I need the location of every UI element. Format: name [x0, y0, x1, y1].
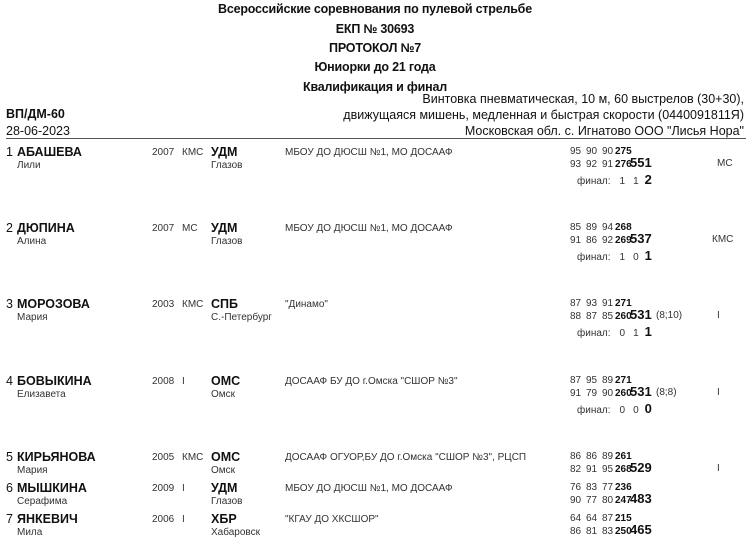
- city: С.-Петербург: [211, 312, 272, 323]
- shot-series: 95: [586, 375, 598, 386]
- final-label: финал:: [577, 405, 611, 416]
- tiebreak: (8;10): [656, 310, 683, 321]
- shot-series: 87: [570, 375, 582, 386]
- shot-series: 85: [602, 311, 614, 322]
- shot-series: 90: [602, 146, 614, 157]
- club: МБОУ ДО ДЮСШ №1, МО ДОСААФ: [285, 147, 453, 158]
- club: ДОСААФ БУ ДО г.Омска "СШОР №3": [285, 376, 458, 387]
- sport-rank: I: [182, 483, 185, 494]
- firstname: Мила: [17, 527, 43, 538]
- sport-rank: МС: [182, 223, 198, 234]
- club: "Динамо": [285, 299, 328, 310]
- subtotal: 260: [615, 311, 632, 322]
- subtotal: 271: [615, 298, 632, 309]
- shot-series: 92: [586, 159, 598, 170]
- shot-series: 82: [570, 464, 582, 475]
- series-1: [570, 298, 632, 309]
- sport-rank: I: [182, 514, 185, 525]
- firstname: Елизавета: [17, 389, 66, 400]
- subtotal: 276: [615, 159, 632, 170]
- final-label: финал:: [577, 328, 611, 339]
- shot-series: 86: [570, 451, 582, 462]
- final-scores: [577, 172, 652, 187]
- final-score: 1: [619, 252, 626, 263]
- shot-series: 76: [570, 482, 582, 493]
- firstname: Мария: [17, 465, 48, 476]
- competition-title: Всероссийские соревнования по пулевой стрельбе: [218, 2, 532, 16]
- final-label: финал:: [577, 176, 611, 187]
- total-score: 531: [630, 384, 652, 399]
- total-score: 483: [630, 491, 652, 506]
- subtotal: 268: [615, 222, 632, 233]
- header-divider: [6, 138, 746, 139]
- final-scores: [577, 324, 652, 339]
- shot-series: 92: [602, 235, 614, 246]
- sport-rank: КМС: [182, 147, 204, 158]
- series-1: [570, 451, 632, 462]
- final-score: 1: [633, 328, 639, 339]
- series-1: [570, 146, 632, 157]
- sport-rank: КМС: [182, 452, 204, 463]
- shot-series: 79: [586, 388, 598, 399]
- shot-series: 81: [586, 526, 598, 537]
- qualification-rank: МС: [717, 158, 733, 169]
- firstname: Алина: [17, 236, 47, 247]
- shot-series: 86: [586, 451, 598, 462]
- surname: МОРОЗОВА: [17, 297, 90, 311]
- place: 6: [6, 481, 13, 495]
- event-description: [343, 91, 744, 139]
- description-line: движущаяся мишень, медленная и быстрая скорости (0440091811Я): [343, 108, 744, 122]
- place: 3: [6, 297, 13, 311]
- shot-series: 83: [586, 482, 598, 493]
- subtotal: 271: [615, 375, 632, 386]
- shot-series: 90: [602, 388, 614, 399]
- shot-series: 93: [570, 159, 582, 170]
- surname: ДЮПИНА: [17, 221, 75, 235]
- final-scores: [577, 401, 652, 416]
- series-2: [570, 388, 632, 399]
- place: 2: [6, 221, 13, 235]
- surname: ЯНКЕВИЧ: [17, 512, 78, 526]
- region: УДМ: [211, 481, 238, 495]
- shot-series: 77: [602, 482, 614, 493]
- subtotal: 261: [615, 451, 632, 462]
- birth-year: 2008: [152, 376, 175, 387]
- region: ОМС: [211, 450, 241, 464]
- shot-series: 89: [586, 222, 598, 233]
- series-2: [570, 311, 632, 322]
- place: 5: [6, 450, 13, 464]
- subtotal: 268: [615, 464, 632, 475]
- birth-year: 2007: [152, 147, 175, 158]
- shot-series: 86: [570, 526, 582, 537]
- shot-series: 80: [602, 495, 614, 506]
- city: Глазов: [211, 236, 243, 247]
- final-score: 1: [633, 176, 639, 187]
- subtotal: 275: [615, 146, 632, 157]
- club: МБОУ ДО ДЮСШ №1, МО ДОСААФ: [285, 223, 453, 234]
- firstname: Лили: [17, 160, 41, 171]
- tiebreak: (8;8): [656, 387, 677, 398]
- final-total: 1: [644, 324, 652, 339]
- shot-series: 91: [602, 159, 614, 170]
- subtotal: 269: [615, 235, 632, 246]
- series-1: [570, 222, 632, 233]
- final-scores: [577, 248, 652, 263]
- shot-series: 91: [602, 298, 614, 309]
- final-score: 0: [619, 328, 626, 339]
- series-1: [570, 482, 632, 493]
- series-2: [570, 526, 632, 537]
- final-total: 1: [644, 248, 652, 263]
- stage-title: Квалификация и финал: [303, 80, 447, 94]
- birth-year: 2007: [152, 223, 175, 234]
- protocol-number: ПРОТОКОЛ №7: [329, 41, 421, 55]
- surname: МЫШКИНА: [17, 481, 87, 495]
- shot-series: 86: [586, 235, 598, 246]
- birth-year: 2003: [152, 299, 175, 310]
- shot-series: 87: [586, 311, 598, 322]
- city: Омск: [211, 389, 236, 400]
- club: МБОУ ДО ДЮСШ №1, МО ДОСААФ: [285, 483, 453, 494]
- subtotal: 250: [615, 526, 632, 537]
- qualification-rank: КМС: [712, 234, 734, 245]
- shot-series: 87: [602, 513, 614, 524]
- shot-series: 90: [586, 146, 598, 157]
- sport-rank: I: [182, 376, 185, 387]
- shot-series: 77: [586, 495, 598, 506]
- subtotal: 247: [615, 495, 632, 506]
- region: УДМ: [211, 145, 238, 159]
- subtotal: 215: [615, 513, 632, 524]
- series-2: [570, 464, 632, 475]
- total-score: 551: [630, 155, 652, 170]
- place: 4: [6, 374, 13, 388]
- place: 7: [6, 512, 13, 526]
- region: ОМС: [211, 374, 241, 388]
- series-2: [570, 235, 632, 246]
- total-score: 465: [630, 522, 652, 537]
- city: Хабаровск: [211, 527, 260, 538]
- qualification-rank: I: [717, 387, 720, 398]
- surname: КИРЬЯНОВА: [17, 450, 96, 464]
- firstname: Мария: [17, 312, 48, 323]
- shot-series: 91: [570, 235, 582, 246]
- subtotal: 236: [615, 482, 632, 493]
- shot-series: 89: [602, 375, 614, 386]
- shot-series: 64: [586, 513, 598, 524]
- subtotal: 260: [615, 388, 632, 399]
- birth-year: 2009: [152, 483, 175, 494]
- surname: АБАШЕВА: [17, 145, 82, 159]
- place: 1: [6, 145, 13, 159]
- city: Глазов: [211, 160, 243, 171]
- total-score: 529: [630, 460, 652, 475]
- qualification-rank: I: [717, 310, 720, 321]
- club: ДОСААФ ОГУОР,БУ ДО г.Омска "СШОР №3", РЦСП: [285, 452, 527, 463]
- shot-series: 90: [570, 495, 582, 506]
- final-score: 0: [633, 252, 639, 263]
- shot-series: 94: [602, 222, 614, 233]
- final-label: финал:: [577, 252, 611, 263]
- shot-series: 64: [570, 513, 582, 524]
- shot-series: 87: [570, 298, 582, 309]
- qualification-rank: I: [717, 463, 720, 474]
- city: Омск: [211, 465, 236, 476]
- ekp-number: ЕКП № 30693: [335, 22, 415, 36]
- final-score: 0: [619, 405, 626, 416]
- club: "КГАУ ДО ХКСШОР": [285, 514, 379, 525]
- final-total: 2: [644, 172, 652, 187]
- event-date: 28-06-2023: [6, 124, 70, 138]
- age-category: Юниорки до 21 года: [314, 60, 436, 74]
- region: УДМ: [211, 221, 238, 235]
- total-score: 531: [630, 307, 652, 322]
- shot-series: 95: [570, 146, 582, 157]
- exercise-code: ВП/ДМ-60: [6, 107, 65, 121]
- shot-series: 89: [602, 451, 614, 462]
- sport-rank: КМС: [182, 299, 204, 310]
- birth-year: 2005: [152, 452, 175, 463]
- description-line: Винтовка пневматическая, 10 м, 60 выстрелов (30+30),: [422, 92, 744, 106]
- final-total: 0: [644, 401, 652, 416]
- birth-year: 2006: [152, 514, 175, 525]
- surname: БОВЫКИНА: [17, 374, 92, 388]
- firstname: Серафима: [17, 496, 68, 507]
- series-2: [570, 159, 632, 170]
- shot-series: 91: [570, 388, 582, 399]
- series-2: [570, 495, 632, 506]
- region: СПБ: [211, 297, 238, 311]
- description-line: Московская обл. с. Игнатово ООО "Лисья Нора": [464, 124, 744, 138]
- series-1: [570, 513, 632, 524]
- series-1: [570, 375, 632, 386]
- shot-series: 93: [586, 298, 598, 309]
- shot-series: 85: [570, 222, 582, 233]
- final-score: 1: [619, 176, 626, 187]
- final-score: 0: [633, 405, 639, 416]
- total-score: 537: [630, 231, 652, 246]
- city: Глазов: [211, 496, 243, 507]
- shot-series: 83: [602, 526, 614, 537]
- region: ХБР: [211, 512, 237, 526]
- shot-series: 88: [570, 311, 582, 322]
- shot-series: 95: [602, 464, 614, 475]
- shot-series: 91: [586, 464, 598, 475]
